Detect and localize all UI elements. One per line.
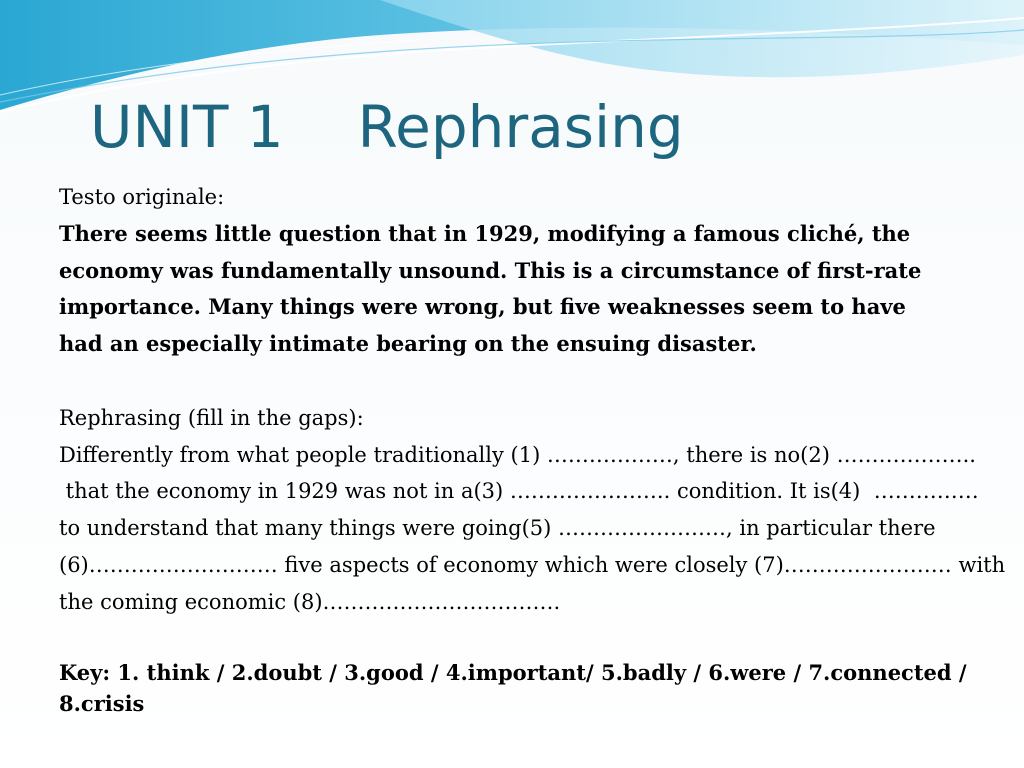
answer-key-line: 8.crisis	[59, 691, 145, 717]
original-label: Testo originale:	[59, 185, 225, 209]
slide-title: UNIT 1 Rephrasing	[90, 93, 684, 161]
original-text-line: importance. Many things were wrong, but five weaknesses seem to have	[59, 294, 906, 320]
rephrasing-text-line: the coming economic (8)…………………………….	[59, 589, 561, 614]
rephrasing-text-line: that the economy in 1929 was not in a(3) ………………….. condition. It is(4) ……………	[59, 479, 979, 504]
original-text-line: There seems little question that in 1929, modifying a famous cliché, the	[59, 220, 911, 246]
rephrasing-label: Rephrasing (fill in the gaps):	[59, 405, 364, 430]
original-text-line: economy was fundamentally unsound. This is a circumstance of first-rate	[59, 257, 922, 283]
rephrasing-text-line: to understand that many things were going(5) ……………………, in particular there	[59, 516, 936, 541]
slide-body	[59, 179, 1006, 719]
rephrasing-text-line: (6)……………………… five aspects of economy which were closely (7)…………………… with	[59, 552, 1006, 577]
spacer	[59, 363, 989, 400]
spacer	[59, 621, 989, 658]
answer-key-line: Key: 1. think / 2.doubt / 3.good / 4.important/ 5.badly / 6.were / 7.connected /	[59, 660, 967, 686]
answer-key	[59, 657, 989, 719]
original-text-line: had an especially intimate bearing on the ensuing disaster.	[59, 331, 757, 357]
rephrasing-text-line: Differently from what people traditionally (1) ………………, there is no(2) ………………..	[59, 442, 976, 467]
